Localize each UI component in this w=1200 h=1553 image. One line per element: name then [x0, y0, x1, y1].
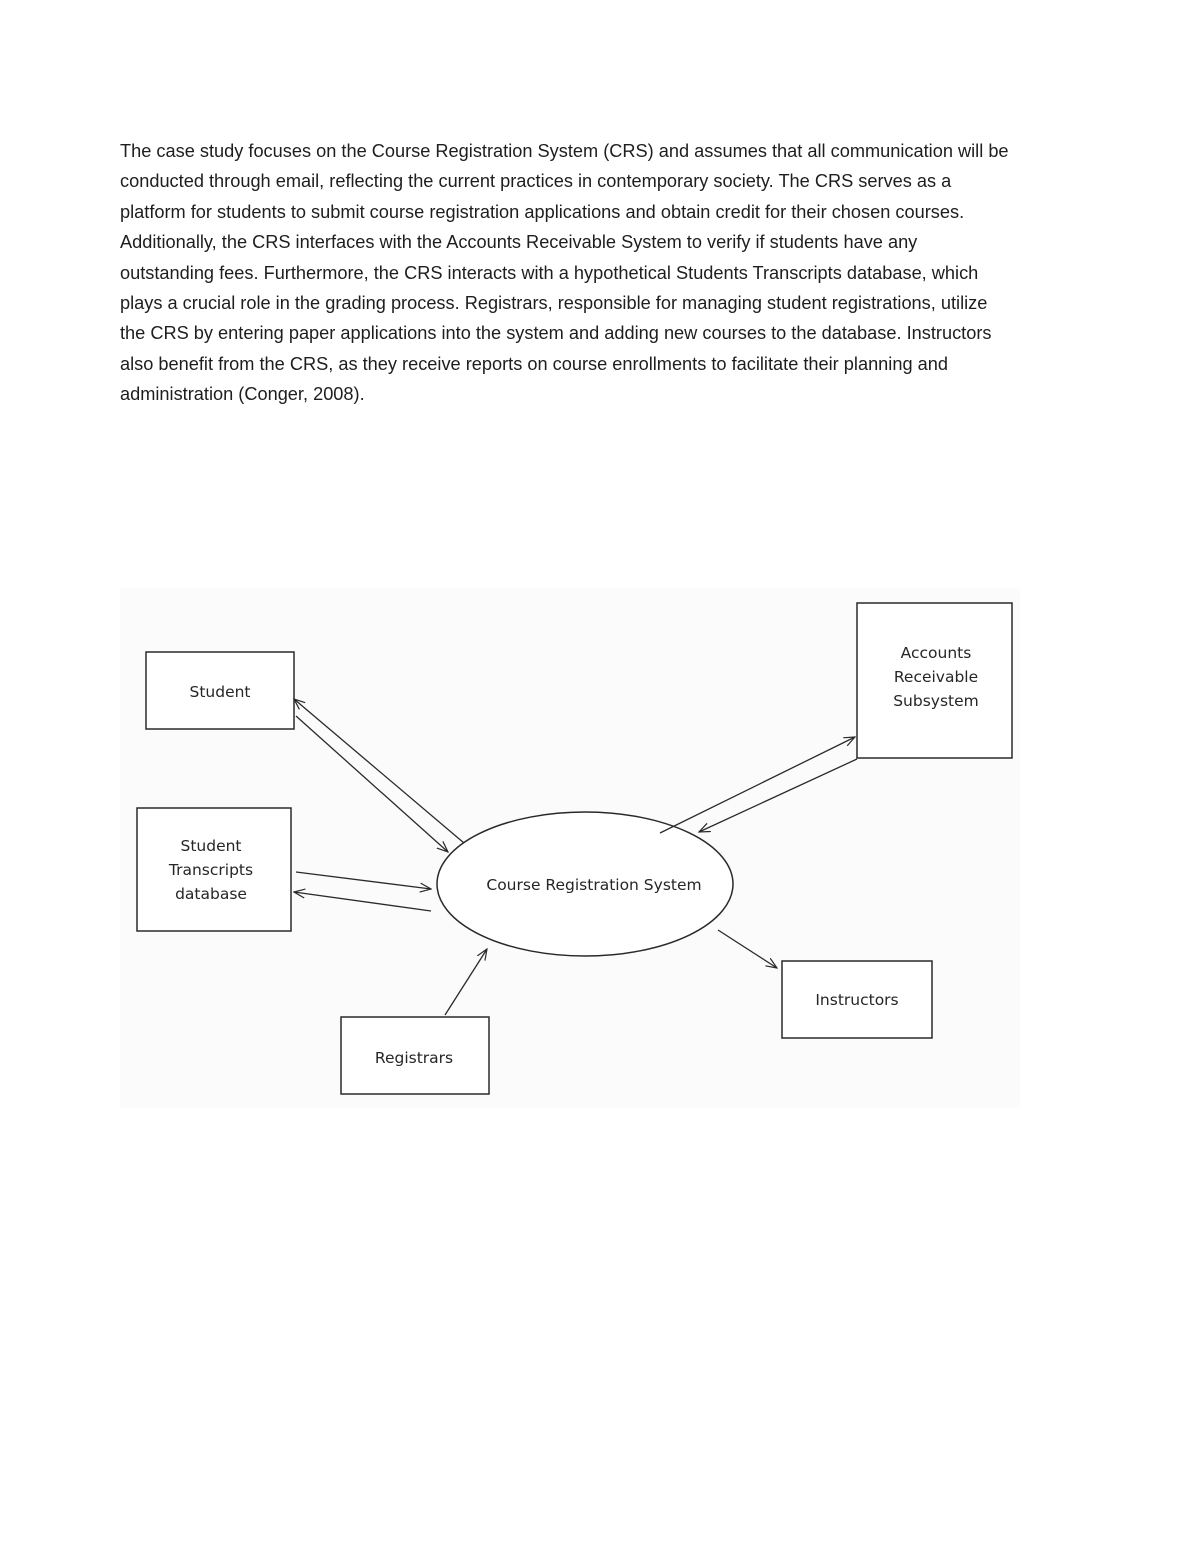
transcripts-entity [137, 808, 291, 931]
registrars-label: Registrars [374, 1049, 454, 1067]
flow-student-to-crs [296, 716, 448, 852]
accounts-entity [857, 603, 1012, 758]
paragraph-line: Additionally, the CRS interfaces with the Accounts Receivable System to verify if students have any [120, 232, 918, 253]
case-study-paragraph [120, 136, 1070, 410]
flow-transcripts-to-crs [296, 872, 431, 889]
transcripts-label-line2: Transcripts [168, 861, 254, 879]
context-diagram [120, 588, 1020, 1108]
transcripts-label-line3: database [175, 885, 247, 903]
instructors-entity [782, 961, 932, 1038]
accounts-label-line1: Accounts [900, 644, 972, 662]
crs-process [437, 812, 733, 956]
accounts-label-line2: Receivable [893, 668, 979, 686]
paragraph-line: platform for students to submit course registration applications and obtain credit for their chosen courses. [120, 201, 965, 222]
crs-label: Course Registration System [486, 876, 702, 894]
flow-crs-to-instructors [718, 930, 777, 968]
flow-crs-to-accounts [660, 737, 855, 833]
paragraph-line: also benefit from the CRS, as they receive reports on course enrollments to facilitate their planning and [120, 353, 948, 374]
flow-crs-to-transcripts [294, 892, 431, 911]
flow-crs-to-student [294, 699, 464, 843]
transcripts-label-line1: Student [180, 837, 242, 855]
paragraph-line: administration (Conger, 2008). [120, 384, 365, 405]
student-entity [146, 652, 294, 729]
paragraph-line: outstanding fees. Furthermore, the CRS interacts with a hypothetical Students Transcripts database, which [120, 262, 979, 283]
flow-registrars-to-crs [445, 949, 487, 1015]
student-label: Student [189, 683, 251, 701]
paragraph-line: the CRS by entering paper applications into the system and adding new courses to the database. Instructors [120, 323, 992, 344]
accounts-label-line3: Subsystem [893, 692, 979, 710]
registrars-entity [341, 1017, 489, 1094]
context-diagram-svg [120, 588, 1020, 1108]
paragraph-line: The case study focuses on the Course Registration System (CRS) and assumes that all communication will be [120, 141, 1009, 161]
instructors-label: Instructors [815, 991, 899, 1009]
paragraph-line: conducted through email, reflecting the current practices in contemporary society. The CRS serves as a [120, 171, 952, 192]
flow-accounts-to-crs [699, 759, 857, 832]
paragraph-line: plays a crucial role in the grading process. Registrars, responsible for managing student registrations, utilize [120, 293, 988, 314]
